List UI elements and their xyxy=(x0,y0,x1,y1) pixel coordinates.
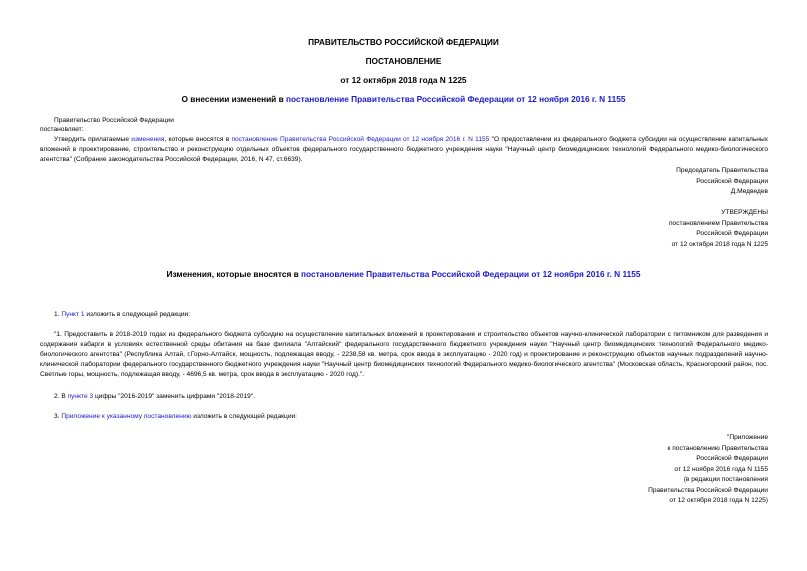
item-1-number: 1. xyxy=(54,311,62,318)
item-1-text: изложить в следующей редакции: xyxy=(84,311,191,318)
intro-line1: Правительство Российской Федерации xyxy=(54,117,174,124)
approve-text-2: , которые вносятся в xyxy=(164,136,232,143)
approved-line4: от 12 октября 2018 года N 1225 xyxy=(671,240,768,248)
intro-line2: постановляет: xyxy=(40,126,84,133)
approved-block xyxy=(669,208,768,250)
doc-title-link[interactable]: постановление Правительства Российской Федерации от 12 ноября 2016 г. N 1155 xyxy=(286,94,626,104)
doc-title-prefix: О внесении изменений в xyxy=(181,94,286,104)
appendix-line1: "Приложение xyxy=(726,434,768,441)
item-2-text: цифры "2016-2019" заменить цифрами "2018-2019". xyxy=(93,393,255,400)
changes-title-link[interactable]: постановление Правительства Российской Федерации от 12 ноября 2016 г. N 1155 xyxy=(301,269,641,279)
appendix-line6: Правительства Российской Федерации xyxy=(648,486,768,494)
changes-title-prefix: Изменения, которые вносятся в xyxy=(166,269,302,279)
item-3-link[interactable]: Приложение к указанному постановлению xyxy=(61,413,192,420)
resolution-1155-link[interactable]: постановление Правительства Российской Федерации от 12 ноября 2016 г. N 1155 xyxy=(231,136,490,143)
appendix-line3: Российской Федерации xyxy=(696,455,768,462)
item-3 xyxy=(54,412,297,422)
signature-title: Председатель Правительства xyxy=(676,167,768,174)
item-2 xyxy=(54,392,255,402)
approved-label: УТВЕРЖДЕНЫ xyxy=(721,209,768,216)
changes-title xyxy=(0,269,807,279)
signature-name: Д.Медведев xyxy=(730,188,768,195)
approved-line3: Российской Федерации xyxy=(696,230,768,237)
doc-title xyxy=(0,94,807,104)
approved-line2: постановлением Правительства xyxy=(668,219,768,227)
appendix-line4: от 12 ноября 2016 года N 1155 xyxy=(674,465,768,473)
approve-text-1: Утвердить прилагаемые xyxy=(54,136,132,143)
appendix-block xyxy=(648,433,768,507)
government-heading: ПРАВИТЕЛЬСТВО РОССИЙСКОЙ ФЕДЕРАЦИИ xyxy=(308,37,499,47)
item-3-text: изложить в следующей редакции: xyxy=(191,413,298,420)
item-1 xyxy=(54,310,190,320)
appendix-line5: (в редакции постановления xyxy=(683,476,768,483)
item-2-prefix: 2. В xyxy=(54,393,68,400)
appendix-line7: от 12 октября 2018 года N 1225) xyxy=(669,497,768,504)
doc-type-heading: ПОСТАНОВЛЕНИЕ xyxy=(365,56,442,66)
doc-date-number: от 12 октября 2018 года N 1225 xyxy=(340,75,467,85)
approve-text-3: "О предоставлении из федерального бюджета субсидии на осуществление капитальных вложений в проектирование, строительство и реконструкцию отдельных объектов федерального государственного бюджетного учреждения науки "Научный центр биомедицинских технологий Федерального медико-биологического агентства" (Собрание законодательства Российской Федерации, 2016, N 47, ст.6639). xyxy=(40,136,768,163)
item-1-link[interactable]: Пункт 1 xyxy=(61,311,85,318)
signature-country: Российской Федерации xyxy=(696,177,768,185)
item-1-quote: "1. Предоставить в 2018-2019 годах из федерального бюджета субсидию на осуществление капитальных вложений в проектирование и строительство объектов научно-клинической лаборатории с питомником для разведения и содержания кабарги в условиях естественной среды обитания на базе филиала "Алтайский" федерального государственного бюджетного учреждения науки "Научный центр биомедицинских технологий Федерального медико-биологического агентства" (Республика Алтай, г.Горно-Алтайск, мощность, подлежащая вводу, - 2238,58 кв. метра, срок ввода в эксплуатацию - 2020 год) и проектирование и реконструкцию объектов научных подразделений научно-клинической лаборатории федерального государственного бюджетного учреждения науки "Научный центр биомедицинских технологий Федерального медико-биологического агентства" (Московская область, Красногорский район, пос. Светлые горы, мощность, подлежащая вводу, - 4696,5 кв. метра, срок ввода в эксплуатацию - 2020 год).". xyxy=(40,331,768,378)
item-2-link[interactable]: пункте 3 xyxy=(67,393,94,400)
item-3-prefix: 3. xyxy=(54,413,62,420)
approve-paragraph xyxy=(40,135,768,165)
changes-link[interactable]: изменения xyxy=(131,136,165,143)
signature-block xyxy=(676,166,768,198)
appendix-line2: к постановлению Правительства xyxy=(667,444,768,452)
